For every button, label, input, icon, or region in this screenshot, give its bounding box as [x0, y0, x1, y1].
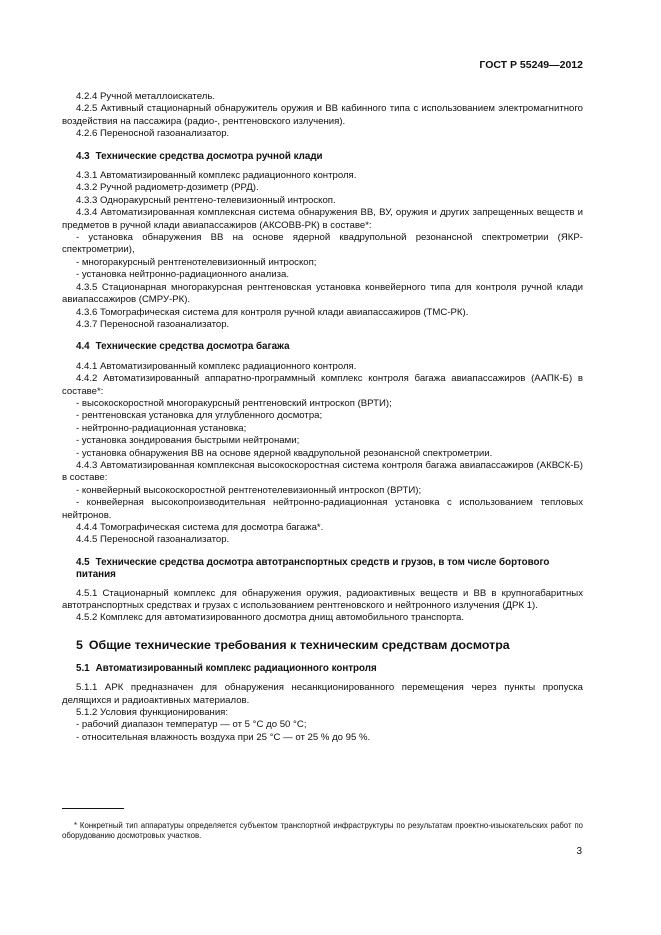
section-title: Технические средства досмотра ручной клади — [95, 150, 323, 162]
list-item: - конвейерная высокопроизводительная нейтронно-радиационная установка с использованием тепловых нейтронов. — [62, 497, 583, 521]
item-5-1-2: 5.1.2 Условия функционирования: — [76, 707, 229, 719]
item-4-3-1: 4.3.1 Автоматизированный комплекс радиационного контроля. — [76, 170, 357, 182]
list-item: - установка нейтронно-радиационного анализа. — [76, 269, 289, 281]
list-item: - установка обнаружения ВВ на основе ядерной квадрупольной резонансной спектрометрии. — [76, 447, 493, 459]
list-item: - рабочий диапазон температур — от 5 °С до 50 °С; — [76, 719, 307, 731]
item-4-2-6: 4.2.6 Переносной газоанализатор. — [76, 128, 230, 140]
section-number: 4.3 — [76, 150, 90, 162]
list-item: - высокоскоростной многоракурсный рентгеновский интроскоп (ВРТИ); — [76, 397, 392, 409]
page-number: 3 — [576, 846, 582, 857]
item-4-5-2: 4.5.2 Комплекс для автоматизированного досмотра днищ автомобильного транспорта. — [76, 612, 465, 624]
document-body — [62, 91, 583, 744]
section-title: Автоматизированный комплекс радиационного контроля — [95, 662, 377, 674]
section-4-5-heading — [76, 557, 583, 582]
item-4-5-1: 4.5.1 Стационарный комплекс для обнаружения оружия, радиоактивных веществ и ВВ в крупногабаритных автотранспортных средствах и грузах с использованием рентгеновского и нейтронного излучения (ДРК 1). — [62, 587, 583, 612]
item-4-3-2: 4.3.2 Ручной радиометр-дозиметр (РРД). — [76, 182, 259, 194]
list-item: - рентгеновская установка для углубленного досмотра; — [76, 410, 323, 422]
list-item: - относительная влажность воздуха при 25 °С — от 25 % до 95 %. — [76, 731, 371, 743]
item-4-2-4: 4.2.4 Ручной металлоискатель. — [76, 91, 215, 102]
item-4-3-5: 4.3.5 Стационарная многоракурсная рентгеновская установка конвейерного типа для контроля ручной клади авиапассажиров (СМРУ-РК). — [62, 281, 583, 306]
section-title: Общие технические требования к техническим средствам досмотра — [88, 637, 510, 652]
document-header: ГОСТ Р 55249—2012 — [479, 59, 583, 71]
item-4-4-2: 4.4.2 Автоматизированный аппаратно-программный комплекс контроля багажа авиапассажиров (ААПК-Б) в составе*: — [62, 373, 583, 397]
section-number: 4.4 — [76, 341, 90, 353]
list-item: - нейтронно-радиационная установка; — [76, 422, 247, 434]
item-4-4-3: 4.4.3 Автоматизированная комплексная высокоскоростная система контроля багажа авиапассажиров (АКВСК-Б) в составе: — [62, 459, 583, 484]
footnote: * Конкретный тип аппаратуры определяется субъектом транспортной инфраструктуры по результатам проектно-изыскательских работ по оборудованию досмотровых участков. — [62, 820, 583, 841]
list-item: - установка зондирования быстрыми нейтронами; — [76, 435, 300, 447]
footnote-divider — [62, 808, 124, 809]
list-item: - многоракурсный рентгенотелевизионный интроскоп; — [76, 256, 317, 268]
section-5-heading — [76, 638, 583, 653]
section-title: Технические средства досмотра багажа — [95, 341, 290, 353]
item-5-1-1: 5.1.1 АРК предназначен для обнаружения несанкционированного перемещения через пункты пропуска делящихся и радиоактивных материалов. — [62, 682, 583, 706]
section-number: 4.5 — [76, 556, 90, 568]
list-item: - установка обнаружения ВВ на основе ядерной квадрупольной резонансной спектрометрии (ЯКР-спектрометрии), — [62, 232, 583, 256]
section-5-1-heading — [76, 663, 583, 675]
item-4-2-5: 4.2.5 Активный стационарный обнаружитель оружия и ВВ кабинного типа с использованием электромагнитного воздействия на пассажира (радио-, рентгеновского излучения). — [62, 103, 583, 127]
item-4-3-6: 4.3.6 Томографическая система для контроля ручной клади авиапассажиров (ТМС-РК). — [76, 306, 469, 318]
section-4-3-heading — [76, 151, 583, 163]
item-4-4-1: 4.4.1 Автоматизированный комплекс радиационного контроля. — [76, 360, 357, 372]
section-4-4-heading — [76, 341, 583, 353]
section-title: Технические средства досмотра автотранспортных средств и грузов, в том числе бортового питания — [76, 556, 550, 581]
item-4-3-7: 4.3.7 Переносной газоанализатор. — [76, 318, 230, 330]
list-item: - конвейерный высокоскоростной рентгенотелевизионный интроскоп (ВРТИ); — [76, 484, 422, 496]
item-4-4-4: 4.4.4 Томографическая система для досмотра багажа*. — [76, 522, 324, 533]
item-4-3-4: 4.3.4 Автоматизированная комплексная система обнаружения ВВ, ВУ, оружия и других запрещенных веществ и предметов в ручной клади авиапассажиров (АКСОВВ-РК) в составе*: — [62, 207, 583, 231]
item-4-3-3: 4.3.3 Однoракурсный рентгено-телевизионный интроскоп. — [76, 194, 336, 206]
section-number: 5.1 — [76, 662, 90, 674]
section-number: 5 — [76, 637, 83, 652]
item-4-4-5: 4.4.5 Переносной газоанализатор. — [76, 534, 230, 546]
